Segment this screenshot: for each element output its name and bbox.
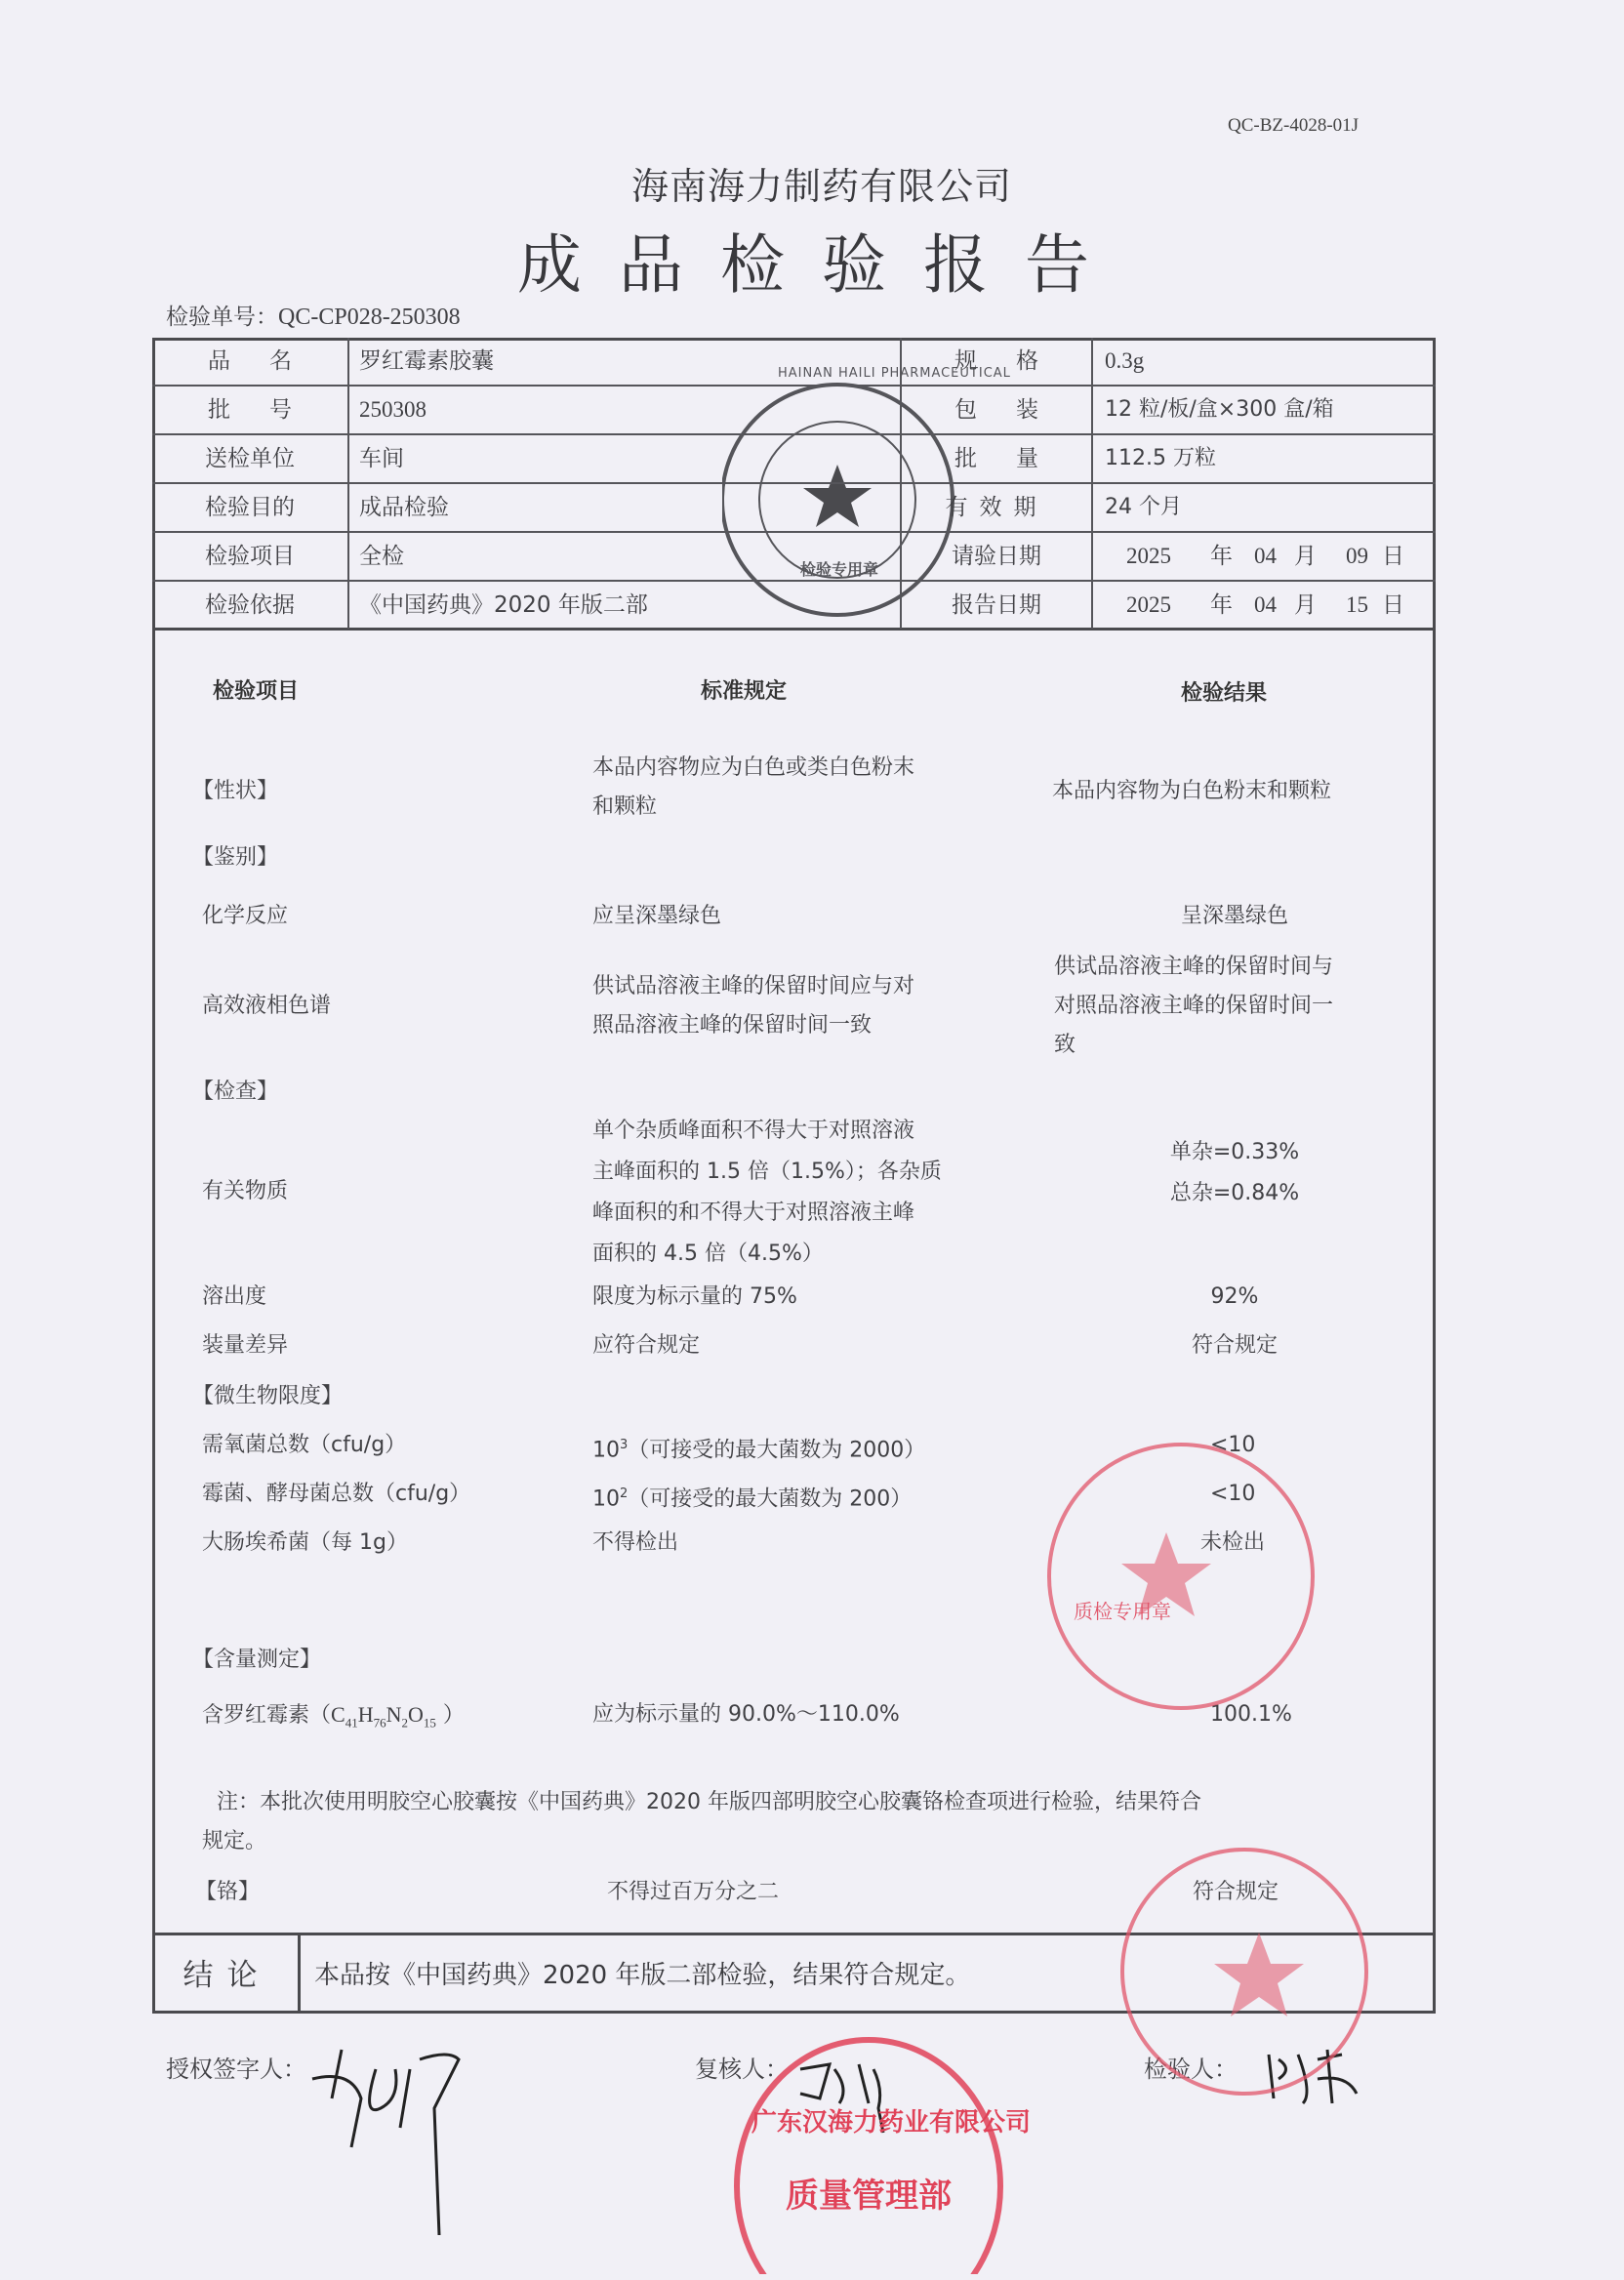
info-row (152, 533, 1436, 582)
info-label: 检验目的 (152, 484, 349, 531)
info-row (152, 435, 1436, 484)
test-standard: 应符合规定 (592, 1333, 701, 1358)
test-item (202, 1696, 465, 1740)
document-code: QC-BZ-4028-01J (1228, 115, 1360, 136)
col-header-result: 检验结果 (1181, 681, 1268, 706)
date-year: 2025 (1126, 592, 1171, 617)
standard-text: （可接受的最大菌数为 200） (628, 1486, 913, 1512)
report-title: 成品检验报告 (517, 227, 1126, 303)
section-microbial: 【微生物限度】 (192, 1384, 344, 1408)
date-month: 04 (1254, 592, 1277, 617)
test-item: 装量差异 (202, 1333, 289, 1358)
formula-element: O (407, 1702, 424, 1727)
standard-exponent: 2 (620, 1486, 629, 1501)
stamp-ring-text: HAINAN HAILI PHARMACEUTICAL (778, 366, 1011, 381)
date-month: 04 (1254, 544, 1277, 568)
info-label: 批量 (900, 435, 1093, 482)
info-value: 全检 (359, 544, 404, 569)
info-value: 车间 (359, 446, 404, 471)
test-result: 单杂=0.33% (1169, 1140, 1300, 1164)
test-standard: 不得过百万分之二 (607, 1880, 780, 1904)
formula-element: H (357, 1702, 374, 1727)
star-icon (1214, 1933, 1304, 2016)
info-value: 12 粒/板/盒×300 盒/箱 (1105, 397, 1334, 422)
formula-count: 41 (345, 1715, 358, 1730)
info-value: 罗红霉素胶囊 (359, 348, 494, 374)
note-line: 规定。 (202, 1829, 267, 1853)
chemical-formula (331, 1702, 436, 1730)
info-row (152, 582, 1436, 631)
test-standard: 限度为标示量的 75% (592, 1284, 797, 1309)
standard-base: 10 (592, 1486, 620, 1512)
info-label: 批号 (152, 387, 349, 433)
reviewer-label: 复核人： (695, 2056, 789, 2083)
report-number-label: 检验单号： (166, 305, 278, 330)
quality-stamp-bottom (1113, 1840, 1376, 2103)
report-number (166, 299, 461, 331)
standard-exponent: 3 (620, 1438, 629, 1452)
test-result: 总杂=0.84% (1169, 1181, 1300, 1205)
info-value: 250308 (359, 397, 426, 422)
appearance-result: 本品内容物为白色粉末和颗粒 (1052, 779, 1332, 803)
date-year-unit: 年 (1210, 544, 1233, 569)
request-date (1093, 533, 1436, 580)
section-inspection: 【检查】 (192, 1079, 279, 1104)
test-item: 霉菌、酵母菌总数（cfu/g） (202, 1482, 471, 1506)
info-row (152, 338, 1436, 387)
test-item: 溶出度 (202, 1284, 267, 1309)
test-item: 化学反应 (202, 904, 289, 928)
formula-element: C (331, 1702, 345, 1727)
info-label: 规格 (900, 338, 1093, 385)
formula-element: N (386, 1702, 402, 1727)
info-label: 品名 (152, 338, 349, 385)
info-label: 检验依据 (152, 582, 349, 629)
test-standard: 应呈深墨绿色 (592, 904, 722, 928)
section-chromium: 【铬】 (195, 1880, 261, 1904)
assay-item-prefix: 含罗红霉素（ (202, 1703, 332, 1728)
quality-stamp (1039, 1435, 1322, 1718)
date-year: 2025 (1126, 544, 1171, 568)
test-result: 符合规定 (1191, 1333, 1278, 1358)
conclusion-label: 结论 (183, 1958, 271, 1993)
test-result: 100.1% (1210, 1702, 1292, 1727)
date-month-unit: 月 (1294, 592, 1317, 618)
info-label: 包装 (900, 387, 1093, 433)
date-year-unit: 年 (1210, 592, 1233, 618)
inspector-label: 检验人： (1144, 2056, 1238, 2083)
test-result: 呈深墨绿色 (1180, 904, 1288, 928)
test-result: 符合规定 (1193, 1880, 1279, 1904)
info-label: 请验日期 (900, 533, 1093, 580)
conclusion-column-divider (298, 1933, 301, 2014)
test-standard: 供试品溶液主峰的保留时间应与对 (592, 974, 915, 998)
test-standard: 面积的 4.5 倍（4.5%） (592, 1242, 824, 1266)
test-standard: 照品溶液主峰的保留时间一致 (592, 1013, 873, 1038)
test-standard (592, 1476, 912, 1517)
report-number-value: QC-CP028-250308 (278, 305, 461, 330)
formula-count: 2 (401, 1715, 408, 1730)
stamp-inner-text: 质量管理部 (786, 2177, 952, 2216)
stamp-inner-text: 质检专用章 (1074, 1600, 1171, 1623)
date-day: 09 (1346, 544, 1368, 568)
formula-count: 76 (373, 1715, 386, 1730)
test-standard: 单个杂质峰面积不得大于对照溶液 (592, 1119, 915, 1143)
conclusion-text: 本品按《中国药典》2020 年版二部检验，结果符合规定。 (314, 1961, 971, 1990)
test-result: 对照品溶液主峰的保留时间一 (1054, 994, 1334, 1018)
standard-text: （可接受的最大菌数为 2000） (628, 1438, 926, 1463)
qa-department-stamp (722, 2030, 1015, 2274)
info-label: 有效期 (900, 484, 1093, 531)
col-header-item: 检验项目 (213, 679, 300, 704)
date-month-unit: 月 (1294, 544, 1317, 569)
company-name: 海南海力制药有限公司 (630, 165, 1012, 208)
stamp-inner-text: 检验专用章 (800, 560, 879, 579)
test-standard: 峰面积的和不得大于对照溶液主峰 (592, 1201, 915, 1225)
section-identification: 【鉴别】 (192, 845, 279, 870)
test-result: <10 (1210, 1482, 1256, 1506)
test-item: 需氧菌总数（cfu/g） (202, 1433, 407, 1457)
formula-count: 15 (423, 1715, 436, 1730)
test-item: 大肠埃希菌（每 1g） (202, 1530, 408, 1555)
test-standard (592, 1427, 925, 1468)
info-label: 检验项目 (152, 533, 349, 580)
date-day: 15 (1346, 592, 1368, 617)
info-value: 112.5 万粒 (1105, 446, 1216, 470)
assay-item-suffix: ） (435, 1703, 465, 1728)
report-date (1093, 582, 1436, 629)
test-item: 高效液相色谱 (202, 994, 332, 1018)
col-header-standard: 标准规定 (701, 679, 788, 704)
info-row (152, 387, 1436, 435)
test-result: 92% (1210, 1284, 1259, 1309)
info-row (152, 484, 1436, 533)
section-assay: 【含量测定】 (192, 1648, 322, 1672)
info-value: 《中国药典》2020 年版二部 (359, 592, 648, 618)
date-day-unit: 日 (1382, 544, 1404, 569)
appearance-standard: 和颗粒 (592, 794, 658, 819)
info-label: 报告日期 (900, 582, 1093, 629)
test-item: 有关物质 (202, 1179, 289, 1203)
info-value: 0.3g (1105, 348, 1145, 373)
standard-base: 10 (592, 1438, 620, 1463)
stamp-ring-text: 广东汉海力药业有限公司 (751, 2108, 1032, 2138)
test-standard: 应为标示量的 90.0%～110.0% (592, 1702, 900, 1727)
test-standard: 不得检出 (592, 1530, 679, 1555)
date-day-unit: 日 (1382, 592, 1404, 618)
appearance-standard: 本品内容物应为白色或类白色粉末 (592, 755, 915, 780)
test-result: 未检出 (1200, 1530, 1266, 1555)
info-value: 成品检验 (359, 495, 449, 520)
note-line: 注：本批次使用明胶空心胶囊按《中国药典》2020 年版四部明胶空心胶囊铬检查项进行检验，结果符合 (217, 1790, 1201, 1814)
authorized-signer-label: 授权签字人： (166, 2056, 306, 2083)
authorized-signature (293, 2040, 478, 2245)
test-result: <10 (1210, 1433, 1256, 1457)
test-result: 供试品溶液主峰的保留时间与 (1054, 955, 1334, 979)
test-standard: 主峰面积的 1.5 倍（1.5%）；各杂质 (592, 1160, 942, 1184)
test-result: 致 (1054, 1033, 1076, 1057)
info-label: 送检单位 (152, 435, 349, 482)
info-value: 24 个月 (1105, 495, 1182, 519)
section-appearance: 【性状】 (192, 779, 279, 803)
